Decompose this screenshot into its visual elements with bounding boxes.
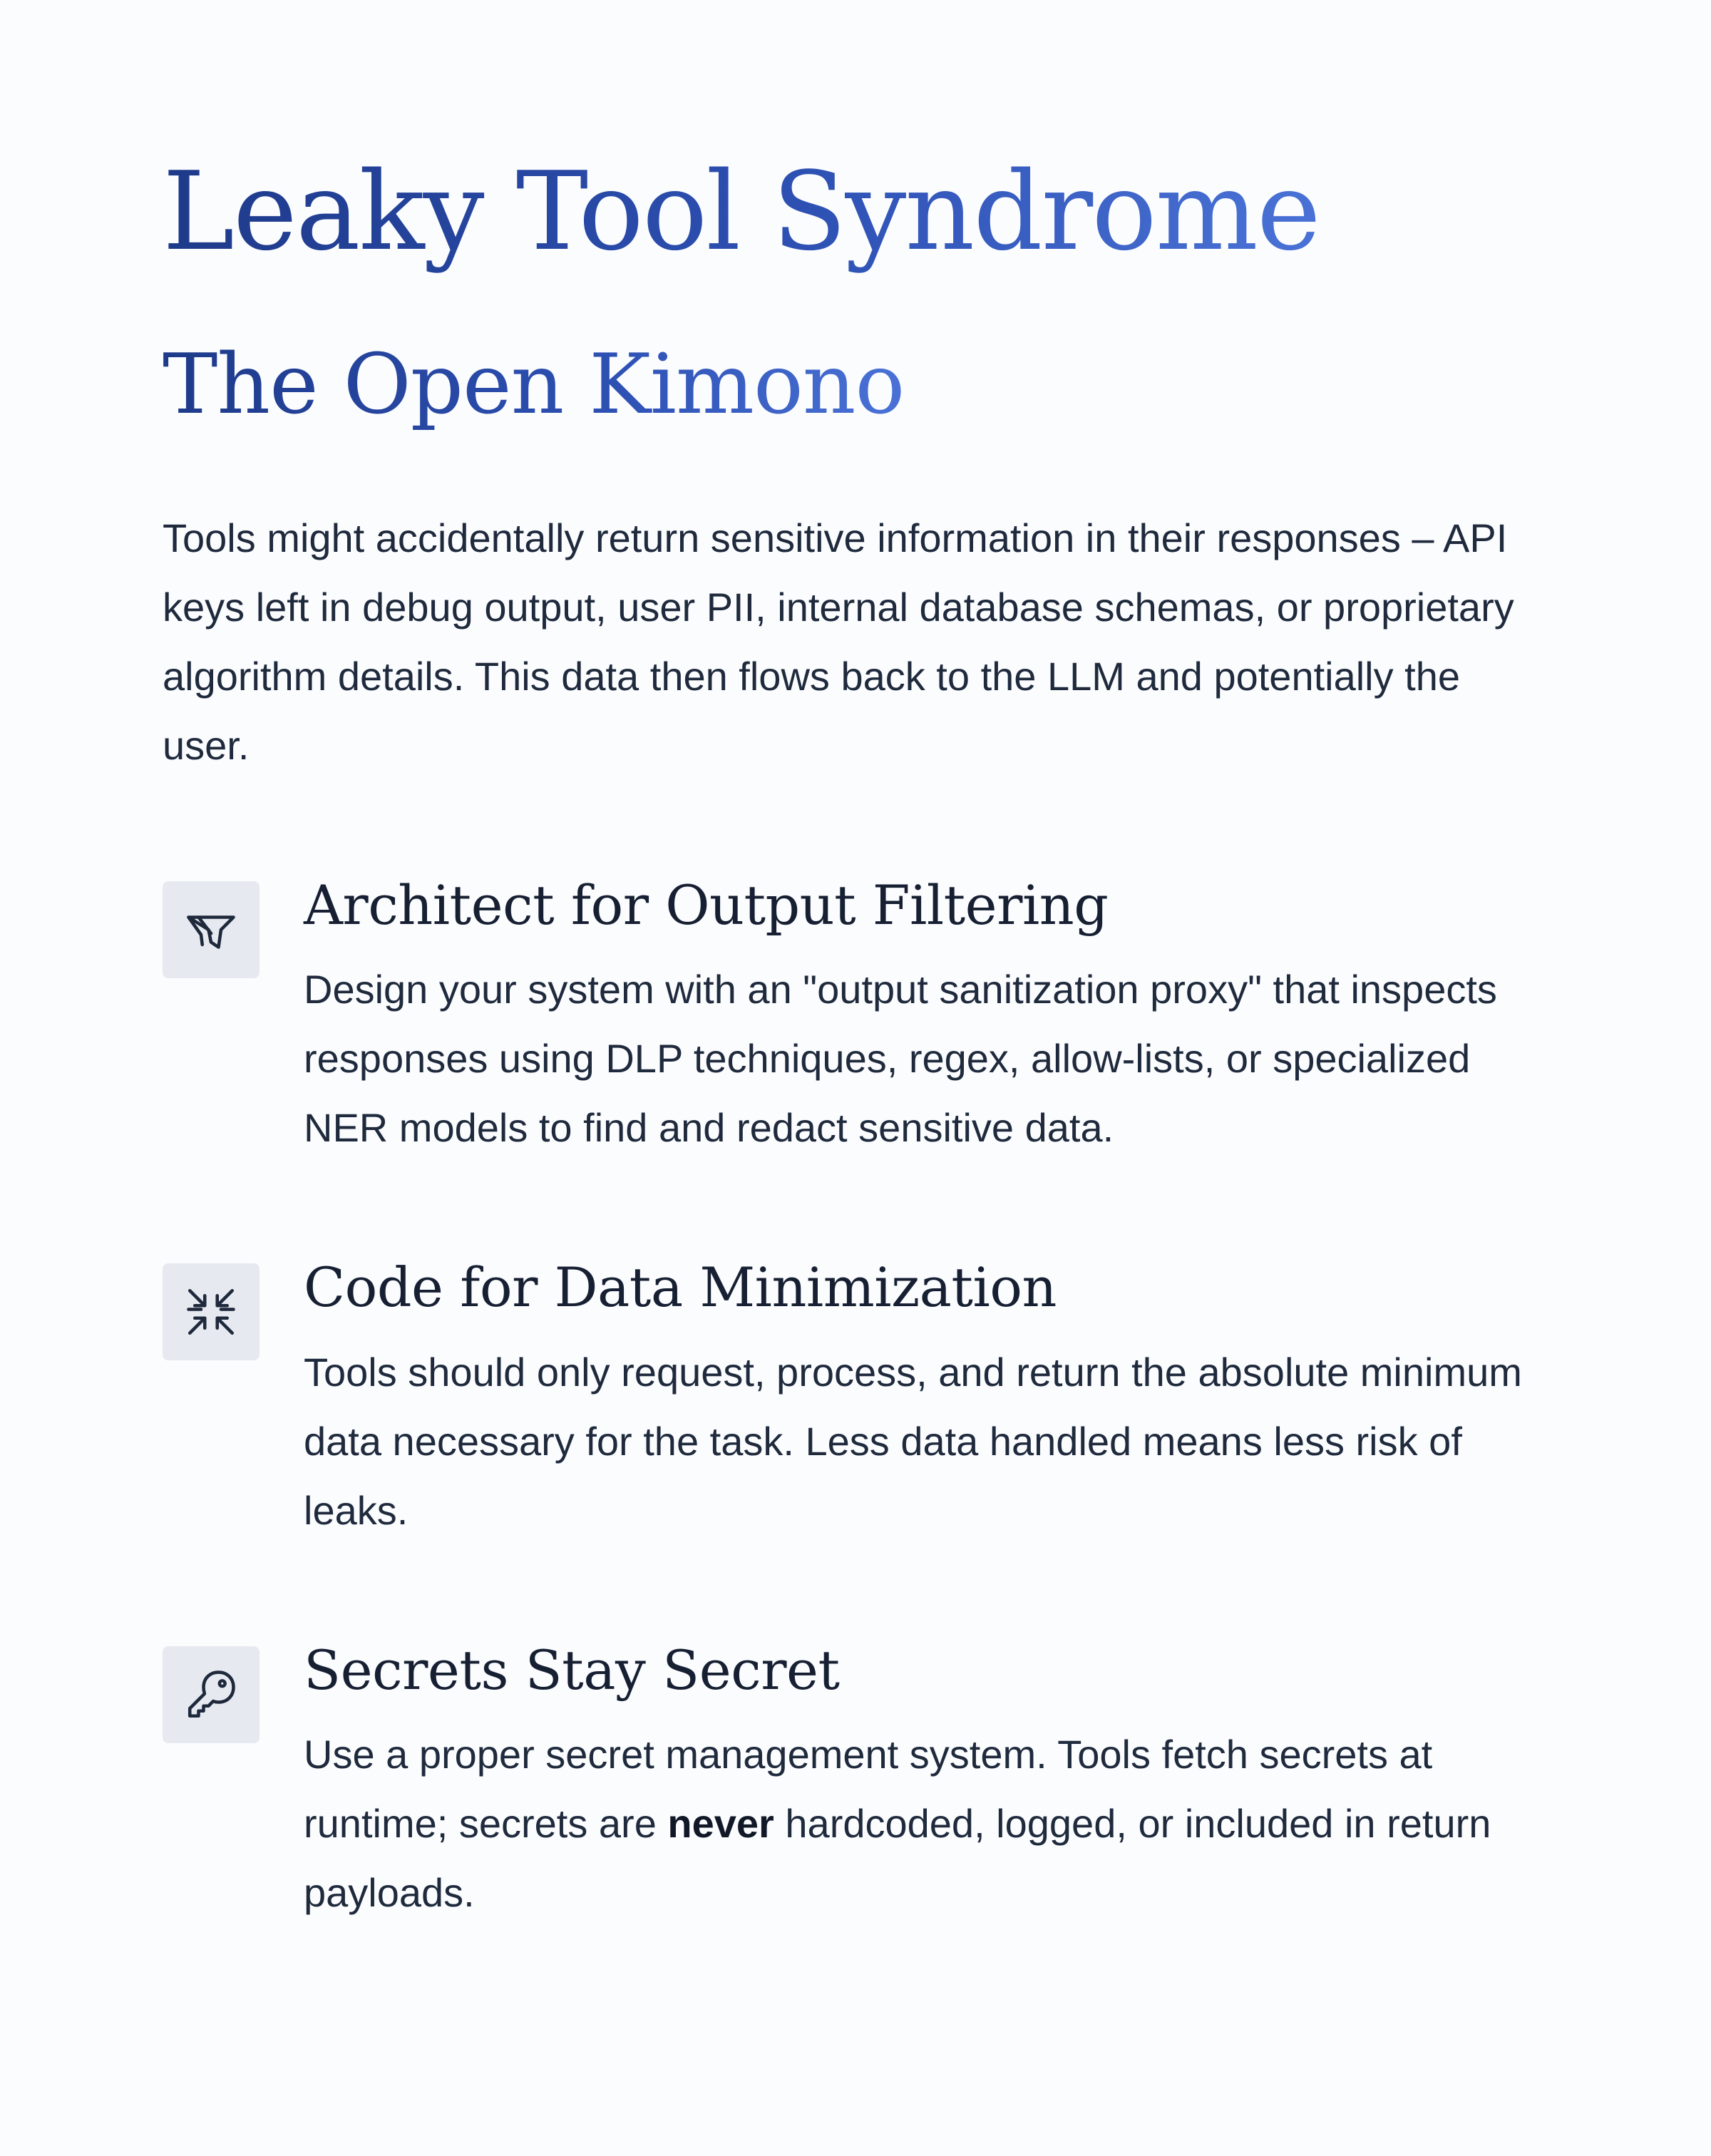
- recommendation-list: [163, 873, 1548, 1927]
- list-item-output-filtering: [163, 873, 1548, 1162]
- list-item-data-minimization: [163, 1255, 1548, 1544]
- filter-icon: [163, 881, 260, 978]
- list-item-secrets: [163, 1638, 1548, 1927]
- item-title: Code for Data Minimization: [304, 1256, 1057, 1320]
- description-text: hardcoded, logged, or included in return payloads.: [304, 1800, 1491, 1915]
- page-title: Leaky Tool Syndrome: [163, 148, 1320, 274]
- emphasis-text: never: [667, 1800, 774, 1846]
- intro-paragraph: Tools might accidentally return sensitive information in their responses – API keys left in debug output, user PII, internal database schemas, or proprietary algorithm details. This data then flows back to the LLM and potentially the user.: [163, 515, 1514, 769]
- item-description: Design your system with an "output sanitization proxy" that inspects responses using DLP techniques, regex, allow-lists, or specialized NER models to find and redact sensitive data.: [304, 967, 1497, 1151]
- item-description: Tools should only request, process, and return the absolute minimum data necessary for the task. Less data handled means less risk of leaks.: [304, 1349, 1522, 1533]
- page-subtitle: The Open Kimono: [163, 336, 905, 433]
- key-icon: [163, 1646, 260, 1743]
- item-title: Secrets Stay Secret: [304, 1638, 840, 1702]
- description-text: Use a proper secret management system. Tools fetch secrets at runtime; secrets are: [304, 1731, 1433, 1846]
- item-title: Architect for Output Filtering: [304, 873, 1109, 938]
- item-description: [304, 1720, 1548, 1927]
- minimize-icon: [163, 1263, 260, 1360]
